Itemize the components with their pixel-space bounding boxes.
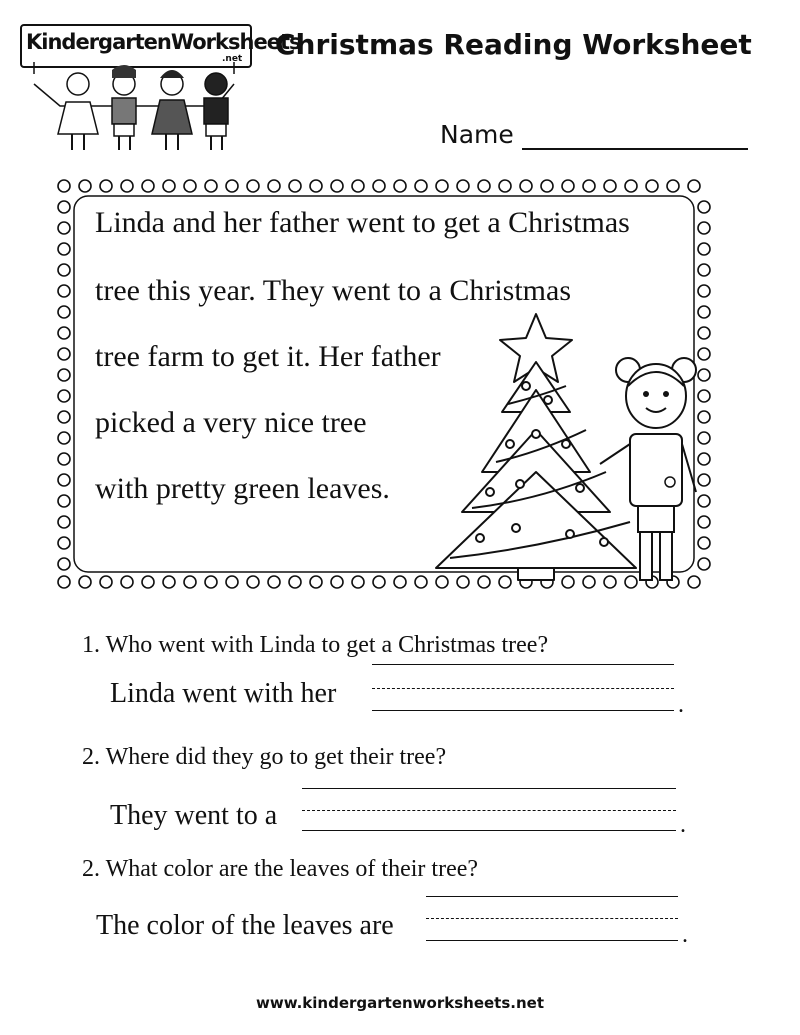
answer-1-prompt: Linda went with her — [110, 678, 337, 709]
name-field[interactable] — [440, 120, 750, 154]
answer-2-line[interactable] — [302, 830, 676, 831]
answer-3-guide-top — [426, 896, 678, 897]
answer-2-prompt: They went to a — [110, 800, 278, 831]
name-label: Name — [440, 120, 514, 149]
footer-url: www.kindergartenworksheets.net — [255, 994, 544, 1012]
answer-3-prompt: The color of the leaves are — [96, 910, 394, 941]
page-title: Christmas Reading Worksheet — [275, 28, 752, 61]
name-line[interactable] — [522, 148, 748, 150]
story-line-4: picked a very nice tree — [95, 406, 367, 439]
answer-1-guide-mid — [372, 688, 674, 689]
girl-icon — [596, 352, 716, 588]
logo-text: KindergartenWorksheets — [26, 30, 301, 54]
question-2: 2. Where did they go to get their tree? — [82, 744, 447, 770]
answer-1-period: . — [678, 692, 684, 718]
answer-2-period: . — [680, 812, 686, 838]
kids-holding-hands-icon — [20, 62, 248, 162]
story-line-2: tree this year. They went to a Christmas — [95, 274, 572, 307]
answer-3-guide-mid — [426, 918, 678, 919]
answer-3-period: . — [682, 922, 688, 948]
story-line-3: tree farm to get it. Her father — [95, 340, 441, 373]
story-line-5: with pretty green leaves. — [95, 472, 390, 505]
answer-1-line[interactable] — [372, 710, 674, 711]
logo-net: .net — [222, 54, 243, 64]
answer-1-guide-top — [372, 664, 674, 665]
question-1: 1. Who went with Linda to get a Christmas tree? — [82, 632, 549, 658]
answer-2-guide-top — [302, 788, 676, 789]
question-3: 2. What color are the leaves of their tree? — [82, 856, 479, 882]
story-line-1: Linda and her father went to get a Christmas — [95, 206, 630, 239]
answer-3-line[interactable] — [426, 940, 678, 941]
answer-2-guide-mid — [302, 810, 676, 811]
